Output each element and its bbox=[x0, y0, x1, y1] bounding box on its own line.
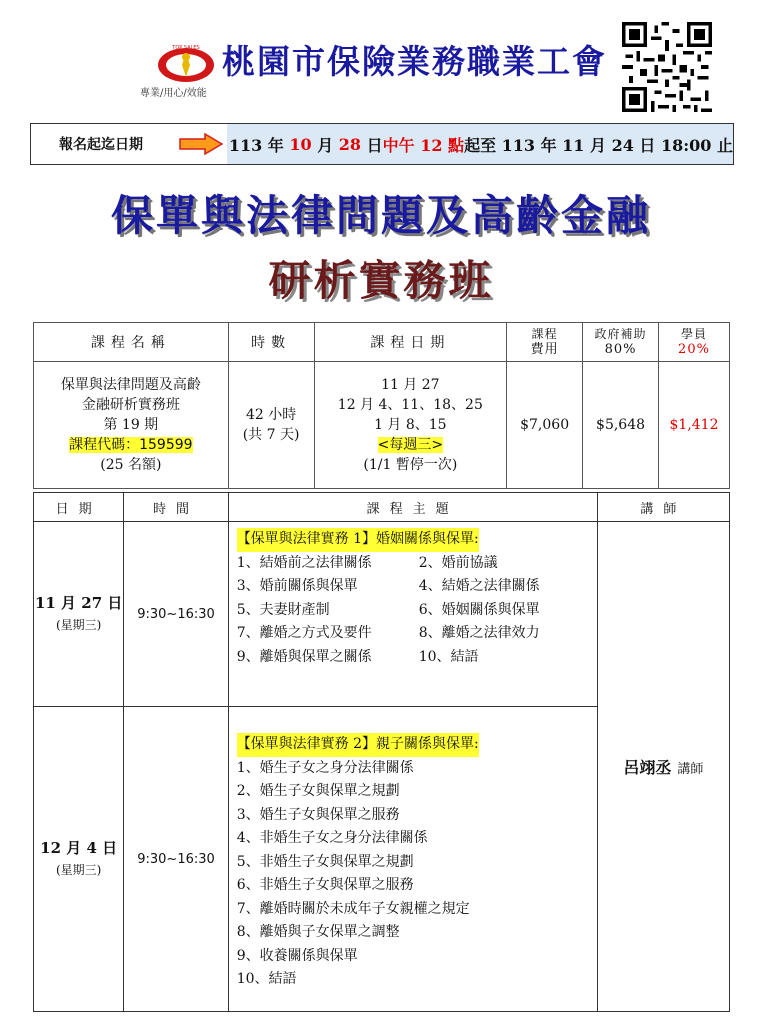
course-code: 課程代碼：159599 bbox=[69, 437, 193, 453]
fee-cell: $7,060 bbox=[507, 362, 583, 489]
list-item: 1、婚生子女之身分法律關係 bbox=[236, 759, 414, 776]
reg-part: 113 年 bbox=[228, 135, 290, 155]
date-line: 1 月 8、15 bbox=[374, 417, 447, 433]
dates-cell bbox=[314, 362, 507, 489]
date-line: 11 月 27 bbox=[381, 377, 440, 393]
registration-box bbox=[30, 123, 734, 165]
date-line: 12 月 4、11、18、25 bbox=[337, 397, 483, 413]
header-line: 費用 bbox=[530, 342, 559, 357]
list-item: 4、非婚生子女之身分法律關係 bbox=[236, 830, 428, 846]
reg-part: 中午 12 點 bbox=[382, 135, 465, 155]
list-item: 4、結婚之法律關係 bbox=[418, 578, 540, 594]
table-row bbox=[34, 522, 730, 707]
col-header-student-text bbox=[659, 327, 729, 357]
session-weekday: (星期三) bbox=[55, 618, 102, 632]
list-item: 2、婚前協議 bbox=[418, 554, 498, 571]
col-header-topic: 課程主題 bbox=[228, 493, 597, 522]
arrow-right-icon bbox=[179, 133, 223, 155]
list-item: 6、非婚生子女與保單之服務 bbox=[236, 877, 414, 893]
reg-part: 月 bbox=[311, 135, 339, 155]
session-time: 9:30~16:30 bbox=[124, 522, 228, 707]
col-header-fee bbox=[507, 323, 583, 362]
list-item: 6、婚姻關係與保單 bbox=[418, 601, 540, 618]
registration-period bbox=[227, 124, 733, 164]
session-topic bbox=[228, 707, 597, 1012]
org-name: 桃園市保險業務職業工會 bbox=[222, 42, 607, 81]
schedule-table bbox=[33, 492, 730, 1012]
course-name-line: 保單與法律問題及高齡 bbox=[60, 377, 201, 393]
col-header-date: 日期 bbox=[34, 493, 124, 522]
session-date bbox=[34, 707, 124, 1012]
col-header-teacher: 講師 bbox=[597, 493, 729, 522]
session-weekday: (星期三) bbox=[55, 863, 102, 877]
topic-list bbox=[237, 552, 589, 670]
reg-part: 10 bbox=[289, 134, 312, 154]
col-header-subsidy-text bbox=[583, 327, 658, 357]
days-value: (共 7 天) bbox=[242, 427, 300, 443]
reg-part: 日 bbox=[361, 135, 383, 155]
col-header-course-name: 課程名稱 bbox=[34, 323, 229, 362]
table-row bbox=[34, 362, 730, 489]
col-header-subsidy bbox=[583, 323, 659, 362]
list-item: 5、夫妻財產制 bbox=[236, 601, 330, 618]
course-quota: (25 名額) bbox=[100, 457, 162, 473]
list-item: 3、婚前關係與保單 bbox=[236, 578, 358, 594]
list-item: 2、婚生子女與保單之規劃 bbox=[236, 783, 400, 799]
course-name-cell bbox=[34, 362, 229, 489]
col-header-dates: 課程日期 bbox=[314, 323, 507, 362]
student-fee-cell: $1,412 bbox=[659, 362, 730, 489]
union-logo bbox=[157, 43, 215, 83]
topic-heading: 【保單與法律實務 1】婚姻關係與保單: bbox=[237, 528, 479, 552]
weekday-note: <每週三> bbox=[377, 437, 444, 453]
course-title: 保單與法律問題及高齡金融 bbox=[110, 191, 651, 240]
col-header-fee-text bbox=[507, 327, 582, 357]
col-header-time: 時間 bbox=[124, 493, 228, 522]
teacher-cell bbox=[597, 522, 729, 1012]
org-motto: 專業/用心/效能 bbox=[140, 88, 207, 99]
svg-text:TOP SALES: TOP SALES bbox=[172, 45, 200, 51]
list-item: 3、婚生子女與保單之服務 bbox=[236, 806, 400, 823]
pause-note: (1/1 暫停一次) bbox=[363, 457, 458, 473]
qr-code-icon[interactable] bbox=[622, 22, 712, 112]
subsidy-cell: $5,648 bbox=[583, 362, 659, 489]
course-name-line: 金融研析實務班 bbox=[81, 397, 180, 413]
topic-heading: 【保單與法律實務 2】親子關係與保單: bbox=[237, 733, 479, 757]
list-item: 5、非婚生子女與保單之規劃 bbox=[236, 853, 414, 870]
list-item: 8、離婚與子女保單之調整 bbox=[236, 924, 400, 940]
list-item: 10、結語 bbox=[418, 648, 479, 665]
list-item: 8、離婚之法律效力 bbox=[418, 625, 540, 641]
hours-cell bbox=[228, 362, 314, 489]
list-item: 7、離婚時關於未成年子女親權之規定 bbox=[236, 900, 470, 917]
col-header-student bbox=[659, 323, 730, 362]
header-line: 課程 bbox=[531, 327, 558, 341]
col-header-hours: 時數 bbox=[228, 323, 314, 362]
teacher-title: 講師 bbox=[677, 762, 704, 777]
registration-label: 報名起迄日期 bbox=[59, 137, 143, 153]
session-topic bbox=[228, 522, 597, 707]
header-line: 20% bbox=[678, 342, 710, 357]
list-item: 10、結語 bbox=[236, 971, 297, 987]
table-header-row bbox=[34, 323, 730, 362]
session-date bbox=[34, 522, 124, 707]
session-date-text: 12 月 4 日 bbox=[40, 839, 118, 857]
list-item: 1、結婚前之法律關係 bbox=[236, 554, 372, 571]
list-item: 9、離婚與保單之關係 bbox=[236, 648, 372, 665]
session-time: 9:30~16:30 bbox=[124, 707, 228, 1012]
course-subtitle: 研析實務班 bbox=[268, 256, 494, 305]
teacher-name: 呂翊丞 bbox=[623, 758, 672, 777]
course-name-line: 第 19 期 bbox=[103, 417, 159, 433]
list-item: 7、離婚之方式及要件 bbox=[236, 625, 372, 641]
reg-part: 28 bbox=[338, 134, 362, 154]
session-date-text: 11 月 27 日 bbox=[34, 594, 123, 612]
header-line: 80% bbox=[604, 342, 637, 357]
header-line: 學員 bbox=[681, 327, 708, 341]
hours-value: 42 小時 bbox=[245, 407, 297, 423]
table-header-row bbox=[34, 493, 730, 522]
header-line: 政府補助 bbox=[594, 327, 647, 341]
course-summary-table bbox=[33, 322, 730, 489]
reg-part: 起至 113 年 11 月 24 日 18:00 止 bbox=[464, 135, 733, 155]
list-item: 9、收養關係與保單 bbox=[236, 947, 358, 964]
